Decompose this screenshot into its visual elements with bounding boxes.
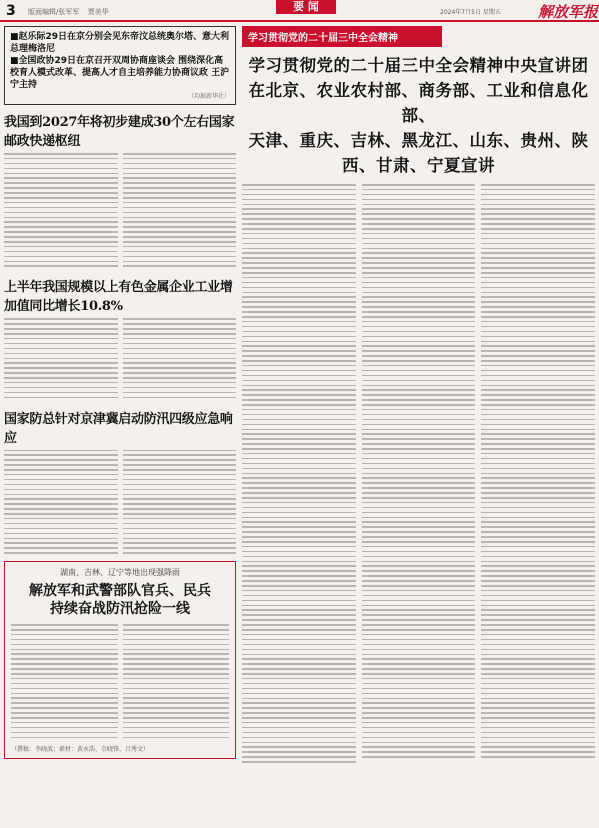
bulletin-item[interactable]: ■赵乐际29日在京分别会见东帝汶总统奥尔塔、意大利总理梅洛尼 xyxy=(10,32,230,54)
story-headline[interactable]: 国家防总针对京津冀启动防汛四级应急响应 xyxy=(4,411,233,446)
editor-2: 贾美华 xyxy=(87,8,109,16)
bulletin-footer: （均据新华社） xyxy=(187,93,230,100)
story-headline[interactable]: 我国到2027年将初步建成30个左右国家邮政快递枢纽 xyxy=(4,115,235,149)
editor-1: 版面编辑/张军军 xyxy=(28,8,80,16)
feature-headline[interactable]: 持续奋战防汛抢险一线 xyxy=(50,601,190,618)
left-column xyxy=(4,26,236,759)
main-headline-line: 天津、重庆、吉林、黑龙江、山东、贵州、陕西、甘肃、宁夏宣讲 xyxy=(248,131,589,175)
section-editors xyxy=(28,7,115,17)
main-headline-line: 在北京、农业农村部、商务部、工业和信息化部、 xyxy=(248,81,589,125)
story-body xyxy=(4,450,236,558)
bulletin-item[interactable]: ■全国政协29日在京召开双周协商座谈会 围绕深化高校育人模式改革、提高人才自主培养能力协商议政 王沪宁主持 xyxy=(10,56,230,90)
topic-tag[interactable]: 学习贯彻党的二十届三中全会精神 xyxy=(242,26,442,47)
story-headline[interactable]: 上半年我国规模以上有色金属企业工业增加值同比增长10.8% xyxy=(4,280,233,315)
feature-box xyxy=(4,561,236,759)
newspaper-logo: 解放军报 xyxy=(538,3,599,21)
section-title: 要 闻 xyxy=(276,0,336,14)
right-column xyxy=(242,26,595,766)
issue-date: 2024年7月5日 星期五 xyxy=(440,9,501,16)
main-headline-line: 学习贯彻党的二十届三中全会精神中央宣讲团 xyxy=(248,56,589,75)
story-body xyxy=(4,153,236,270)
feature-body xyxy=(11,624,229,741)
feature-footer: （撰稿：李晓波；素材：黄永浩、佘晓锋、吕秀文） xyxy=(11,746,150,754)
main-headline[interactable] xyxy=(242,53,595,178)
bulletin-box xyxy=(4,26,236,105)
page-number: 3 xyxy=(6,3,16,19)
feature-kicker: 湖南、吉林、辽宁等地出现强降雨 xyxy=(60,568,180,578)
masthead xyxy=(0,0,599,22)
main-story-body xyxy=(242,184,595,766)
feature-headline[interactable]: 解放军和武警部队官兵、民兵 xyxy=(29,583,211,600)
story-body xyxy=(4,318,236,401)
